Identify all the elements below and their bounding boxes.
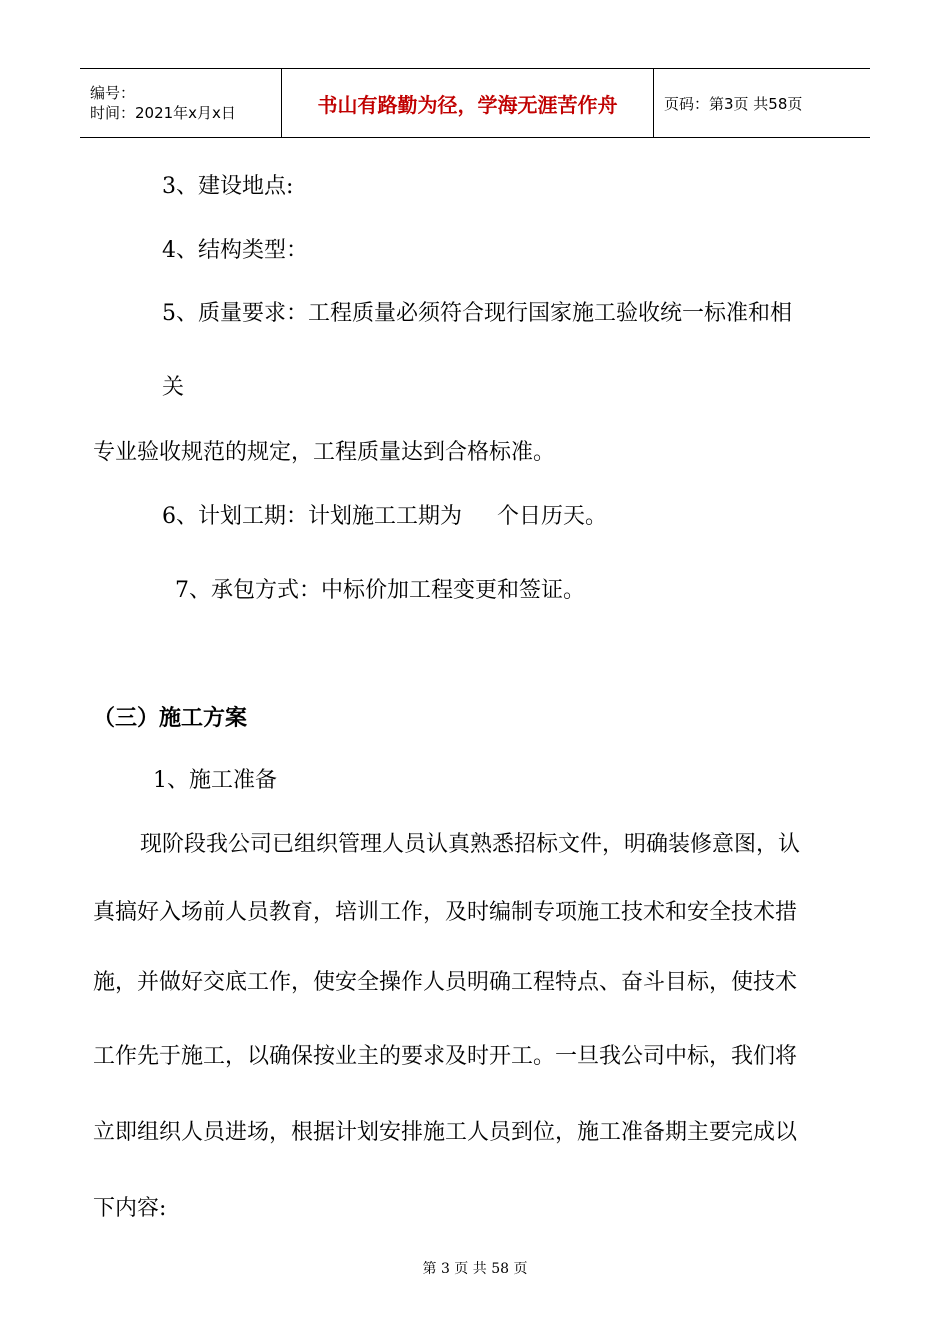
item-5-quality-line3: 专业验收规范的规定，工程质量达到合格标准。 [93,440,556,465]
serial-label: 编号： [90,84,136,102]
page-info: 页码：第3页 共58页 [664,94,803,113]
paragraph-line: 工作先于施工，以确保按业主的要求及时开工。一旦我公司中标，我们将 [93,1044,798,1069]
item-5-quality-line1: 5、质量要求：工程质量必须符合现行国家施工验收统一标准和相 [162,301,792,326]
page-header [80,68,870,138]
item-3-location: 3、建设地点: [162,174,294,199]
paragraph-line: 施，并做好交底工作，使安全操作人员明确工程特点、奋斗目标，使技术 [93,970,798,995]
header-motto-cell [282,69,654,137]
paragraph-line: 真搞好入场前人员教育，培训工作，及时编制专项施工技术和安全技术措 [93,900,798,925]
item-5-quality-line2: 关 [162,375,185,400]
header-page-cell [654,69,870,137]
item-7-contract: 7、承包方式：中标价加工程变更和签证。 [175,578,585,603]
section-heading: （三）施工方案 [93,706,248,731]
motto-text: 书山有路勤为径，学海无涯苦作舟 [317,92,618,117]
paragraph-line: 现阶段我公司已组织管理人员认真熟悉招标文件，明确装修意图，认 [140,832,801,857]
item-4-structure: 4、结构类型： [162,238,308,263]
date-line: 时间：2021年x月x日 [90,104,236,122]
header-left-cell [80,69,282,137]
item-6-schedule: 6、计划工期：计划施工工期为 个日历天。 [162,504,607,529]
paragraph-line: 下内容: [93,1196,167,1221]
page-footer: 第 3 页 共 58 页 [422,1261,528,1277]
subheading-preparation: 1、施工准备 [153,768,277,793]
paragraph-line: 立即组织人员进场，根据计划安排施工人员到位，施工准备期主要完成以 [93,1120,798,1145]
